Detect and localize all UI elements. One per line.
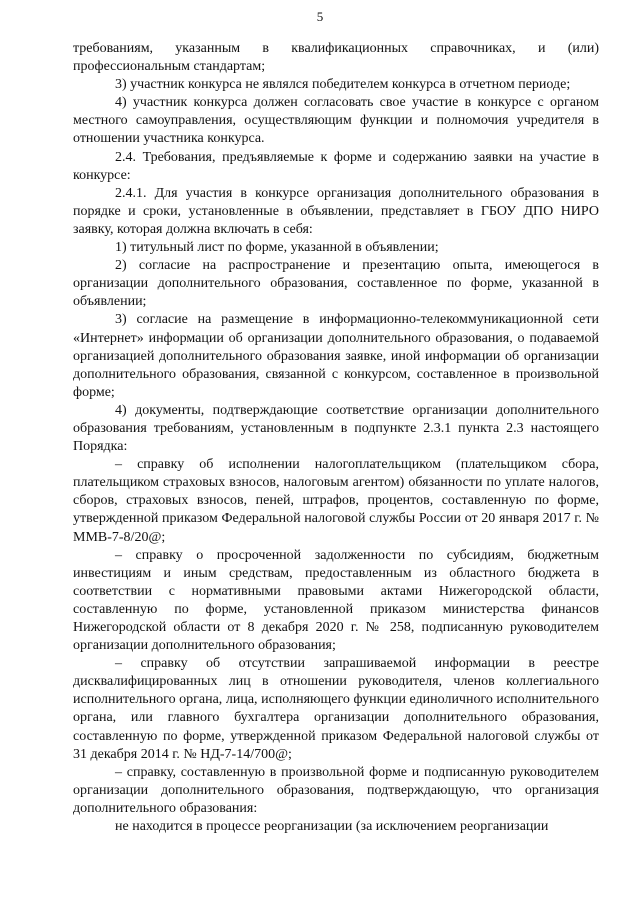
- section-2-4-heading: 2.4. Требования, предъявляемые к форме и содержанию заявки на участие в конкурсе:: [73, 149, 599, 183]
- paragraph-not-reorganizing: не находится в процессе реорганизации (за исключением реорганизации: [115, 819, 549, 835]
- paragraph-free-form-certificate: – справку, составленную в произвольной форме и подписанную руководителем организации дополнительного образования, подтверждающую, что организация дополнительного образования:: [73, 764, 599, 816]
- paragraph-continuation: требованиям, указанным в квалификационных справочниках, и (или) профессиональным стандартам;: [73, 41, 599, 75]
- page-number: 5: [316, 9, 324, 24]
- paragraph-item-1-title-page: 1) титульный лист по форме, указанной в объявлении;: [115, 240, 439, 256]
- paragraph-tax-certificate: – справку об исполнении налогоплательщиком (плательщиком сбора, плательщиком страховых взносов, налоговым агентом) обязанности по уплате налогов, сборов, страховых взносов, пеней, штрафов, процентов, составленную по форме, утвержденной приказом Федеральной налоговой службы России от 20 января 2017 г. № ММВ-7-8/20@;: [73, 457, 599, 545]
- paragraph-item-3-internet-consent: 3) согласие на размещение в информационно-телекоммуникационной сети «Интернет» информации об организации дополнительного образования, о подаваемой организацией дополнительного образования заявке, иной информации об организации дополнительного образования, связанной с конкурсом, составленное в произвольной форме;: [73, 312, 599, 400]
- paragraph-item-3-not-winner: 3) участник конкурса не являлся победителем конкурса в отчетном периоде;: [115, 77, 571, 93]
- paragraph-2-4-1: 2.4.1. Для участия в конкурсе организация дополнительного образования в порядке и сроки, установленные в объявлении, представляет в ГБОУ ДПО НИРО заявку, которая должна включать в себя:: [73, 185, 599, 237]
- paragraph-debt-certificate: – справку о просроченной задолженности по субсидиям, бюджетным инвестициям и иным средствам, предоставленным из областного бюджета в соответствии с нормативными правовыми актами Нижегородской области, составленную по форме, установленной приказом министерства финансов Нижегородской области от 8 декабря 2020 г. № 258, подписанную руководителем организации дополнительного образования;: [73, 547, 599, 654]
- document-body: [73, 40, 599, 836]
- paragraph-item-2-consent: 2) согласие на распространение и презентацию опыта, имеющегося в организации дополнительного образования, составленное по форме, указанной в объявлении;: [73, 258, 599, 310]
- paragraph-item-4-documents: 4) документы, подтверждающие соответствие организации дополнительного образования требованиям, установленным в подпункте 2.3.1 пункта 2.3 настоящего Порядка:: [73, 402, 599, 455]
- paragraph-item-4-approval: 4) участник конкурса должен согласовать свое участие в конкурсе с органом местного самоуправления, осуществляющим функции и полномочия учредителя в отношении участника конкурса.: [73, 95, 599, 147]
- paragraph-disqualified-registry: – справку об отсутствии запрашиваемой информации в реестре дисквалифицированных лиц в отношении руководителя, членов коллегиального исполнительного органа, лица, исполняющего функции единоличного исполнительного органа, или главного бухгалтера организации дополнительного образования, составленную по форме, утвержденной приказом Федеральной налоговой службы от 31 декабря 2014 г. № НД-7-14/700@;: [73, 656, 599, 762]
